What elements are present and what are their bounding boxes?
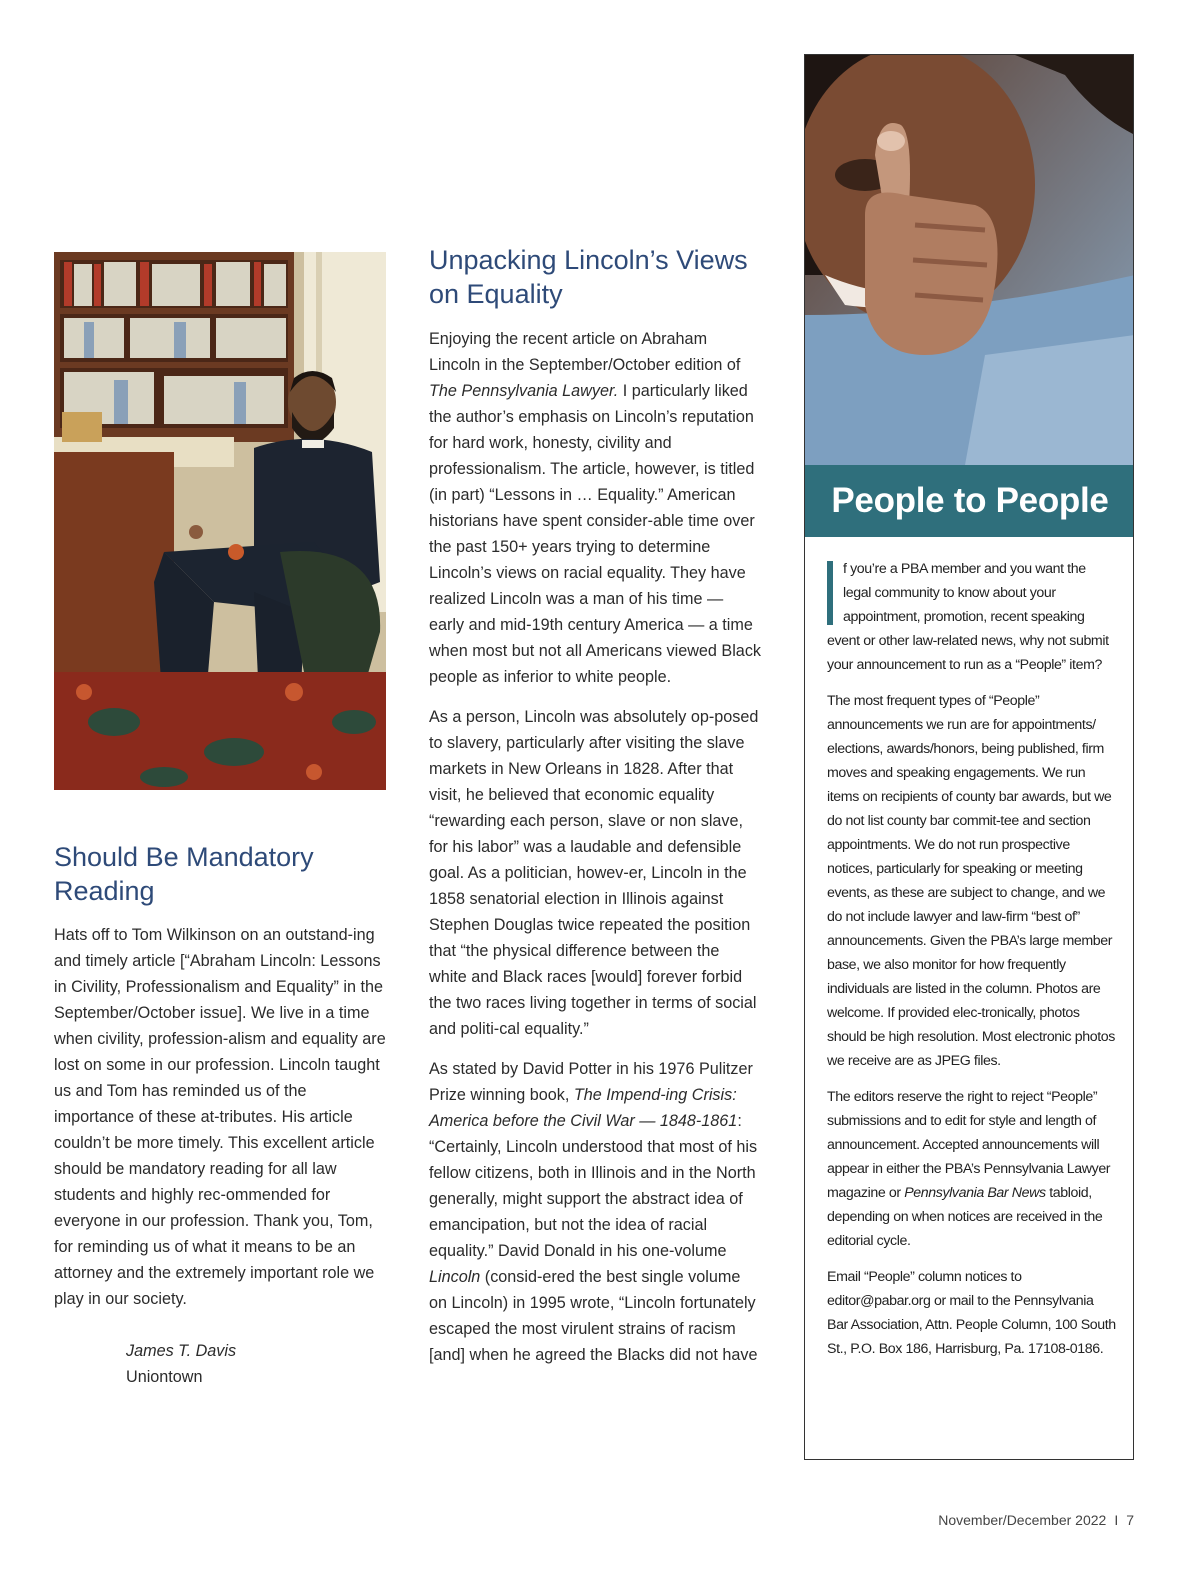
- italic-title: The Impend-ing Crisis: America before the Civil War — 1848-1861: [429, 1086, 738, 1130]
- sidebar-paragraph-2: The most frequent types of “People” announcements we run are for appointments/ elections, awards/honors, being published, firm moves and speaking engagements. We run items on recipients of county bar awards, but we do not list county bar commit-tee and section appointments. We do not run prospective notices, particularly for speaking or meeting events, as these are subject to change, and we do not include lawyer and law-firm “best of” announcements. Given the PBA’s large member base, we also monitor for how frequently individuals are listed in the column. Photos are welcome. If provided elec-tronically, photos should be high resolution. Most electronic photos we receive are as JPEG files.: [827, 693, 1115, 1069]
- middle-article-body: [429, 326, 761, 1368]
- left-paragraph: Hats off to Tom Wilkinson on an outstand-ing and timely article [“Abraham Lincoln: Lessons in Civility, Professionalism and Equality” in the September/October issue]. We live in a time when civility, profession-alism and equality are lost on some in our profession. Lincoln taught us and Tom has reminded us of the importance of these at-tributes. His article couldn’t be more timely. This excellent article should be mandatory reading for all law students and highly rec-ommended for everyone in our profession. Thank you, Tom, for reminding us of what it means to be an attorney and the extremely important role we play in our society.: [54, 926, 386, 1308]
- dropcap-bar: [827, 561, 833, 625]
- left-headline: Should Be Mandatory Reading: [54, 842, 314, 906]
- text-run: tabloid, depending on when notices are received in the editorial cycle.: [827, 1185, 1103, 1249]
- page-number: 7: [1126, 1512, 1134, 1528]
- thumbs-up-photo: [805, 55, 1134, 465]
- page-footer: [938, 1512, 1134, 1528]
- signature-place: Uniontown: [126, 1368, 203, 1386]
- middle-paragraph-2: As a person, Lincoln was absolutely op-posed to slavery, particularly after visiting the slave markets in New Orleans in 1828. After that visit, he believed that economic equality “rewarding each person, slave or non slave, for his labor” was a laudable and defensible goal. As a politician, howev-er, Lincoln in the 1858 senatorial election in Illinois against Stephen Douglas twice repeated the position that “the physical difference between the white and Black races [would] forever forbid the two races living together in terms of social and politi-cal equality.”: [429, 708, 759, 1038]
- lincoln-painting-image: [54, 252, 386, 790]
- text-run: : “Certainly, Lincoln understood that most of his fellow citizens, both in Illinois and in the North generally, might support the abstract idea of emancipation, but not the idea of racial equality.” David Donald in his one-volume: [429, 1112, 758, 1260]
- text-run: f you’re a PBA member and you want the legal community to know about your appointment, promotion, recent speaking event or other law-related news, why not submit your announcement to run as a “People” item?: [827, 561, 1109, 673]
- sidebar-paragraph-3: [827, 1085, 1117, 1253]
- people-to-people-sidebar: [804, 54, 1134, 1460]
- italic-title: Lincoln: [429, 1268, 481, 1286]
- sidebar-body: [827, 557, 1117, 1373]
- text-run: Enjoying the recent article on Abraham Lincoln in the September/October edition of: [429, 330, 741, 374]
- sidebar-banner-title: People to People: [805, 465, 1134, 537]
- text-run: As stated by David Potter in his 1976 Pulitzer Prize winning book,: [429, 1060, 753, 1104]
- sidebar-paragraph-1: [827, 557, 1117, 677]
- middle-paragraph-1: [429, 326, 761, 690]
- middle-headline: Unpacking Lincoln’s Views on Equality: [429, 245, 748, 309]
- text-run: The editors reserve the right to reject “People” submissions and to edit for style and length of announcement. Accepted announcements will appear in either the PBA’s Pennsylvania Lawyer magazine or: [827, 1089, 1111, 1201]
- issue-date: November/December 2022: [938, 1512, 1107, 1528]
- signature-name: James T. Davis: [126, 1342, 237, 1360]
- italic-title: The Pennsylvania Lawyer.: [429, 382, 619, 400]
- footer-separator: I: [1114, 1512, 1119, 1528]
- middle-paragraph-3: [429, 1056, 761, 1368]
- letter-signature: [126, 1338, 236, 1390]
- sidebar-paragraph-4: Email “People” column notices to editor@pabar.org or mail to the Pennsylvania Bar Association, Attn. People Column, 100 South St., P.O. Box 186, Harrisburg, Pa. 17108-0186.: [827, 1269, 1116, 1357]
- left-article-body: [54, 922, 388, 1312]
- text-run: I particularly liked the author’s emphasis on Lincoln’s reputation for hard work, honesty, civility and professionalism. The article, however, is titled (in part) “Lessons in … Equality.” American historians have spent consider-able time over the past 150+ years trying to determine Lincoln’s views on racial equality. They have realized Lincoln was a man of his time — early and mid-19th century America — a time when most but not all Americans viewed Black people as inferior to white people.: [429, 382, 762, 686]
- italic-title: Pennsylvania Bar News: [904, 1185, 1046, 1201]
- text-run: (consid-ered the best single volume on Lincoln) in 1995 wrote, “Lincoln fortunately escaped the most virulent strains of racism [and] when he agreed the Blacks did not have: [429, 1268, 758, 1364]
